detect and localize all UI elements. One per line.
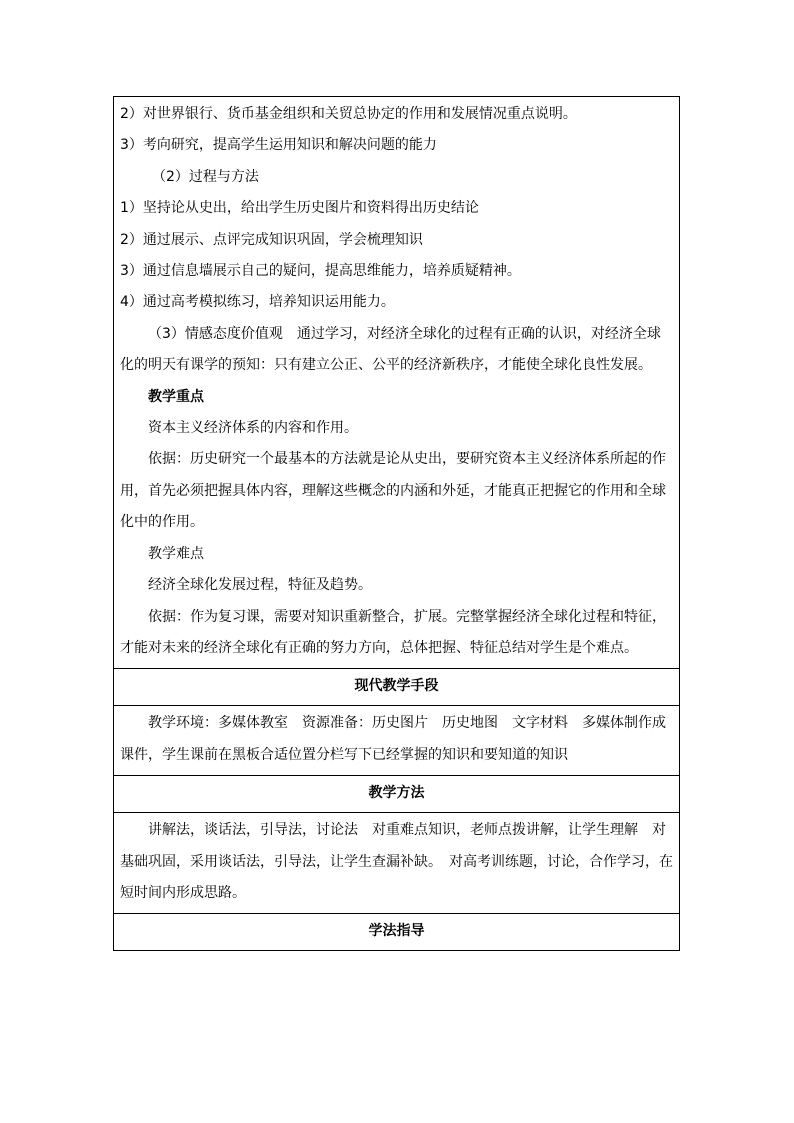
means-content: 教学环境：多媒体教室 资源准备：历史图片 历史地图 文字材料 多媒体制作成课件，学生课前在黑板合适位置分栏写下已经掌握的知识和要知道的知识 [120,715,666,763]
process-heading: （2）过程与方法 [152,168,259,185]
methods-content: 讲解法，谈话法，引导法，讨论法 对重难点知识，老师点拨讲解，让学生理解 对基础巩固，采用谈话法，引导法，让学生查漏补缺。 对高考训练题，讨论，合作学习，在短时间内形成思路。 [120,822,673,901]
means-heading: 现代教学手段 [354,678,439,695]
methods-heading-row [114,776,680,813]
study-heading: 学法指导 [368,923,425,940]
methods-heading-cell [114,776,680,813]
lesson-plan-table [113,96,680,951]
difficulty-content: 经济全球化发展过程，特征及趋势。 [148,577,372,594]
key-points-heading: 教学重点 [148,388,204,405]
emotion-paragraph: （3）情感态度价值观 通过学习，对经济全球化的过程有正确的认识，对经济全球化的明天有课学的预知：只有建立公正、公平的经济新秩序，才能使全球化良性发展。 [120,325,661,374]
process-item: 3）通过信息墙展示自己的疑问，提高思维能力，培养质疑精神。 [120,263,521,280]
means-content-cell [114,706,680,776]
means-content-row [114,706,680,776]
objectives-row [114,97,680,669]
study-heading-cell [114,914,680,951]
objectives-cell [114,97,680,669]
key-points-basis: 依据：历史研究一个最基本的方法就是论从史出，要研究资本主义经济体系所起的作用，首先必须把握具体内容，理解这些概念的内涵和外延，才能真正把握它的作用和全球化中的作用。 [120,451,666,531]
key-points-content: 资本主义经济体系的内容和作用。 [148,420,358,437]
study-heading-row [114,914,680,951]
methods-content-cell [114,813,680,914]
document-page [113,96,680,951]
means-heading-cell [114,669,680,706]
process-item: 1）坚持论从史出，给出学生历史图片和资料得出历史结论 [120,200,479,217]
means-heading-row [114,669,680,706]
objective-item: 2）对世界银行、货币基金组织和关贸总协定的作用和发展情况重点说明。 [120,106,577,122]
difficulty-basis: 依据：作为复习课，需要对知识重新整合，扩展。完整掌握经济全球化过程和特征，才能对未来的经济全球化有正确的努力方向，总体把握、特征总结对学生是个难点。 [120,608,666,656]
objective-item: 3）考向研究，提高学生运用知识和解决问题的能力 [120,137,437,154]
process-item: 4）通过高考模拟练习，培养知识运用能力。 [120,294,395,311]
methods-content-row [114,813,680,914]
methods-heading: 教学方法 [368,785,425,802]
process-item: 2）通过展示、点评完成知识巩固，学会梳理知识 [120,231,423,248]
difficulty-heading: 教学难点 [148,545,204,562]
